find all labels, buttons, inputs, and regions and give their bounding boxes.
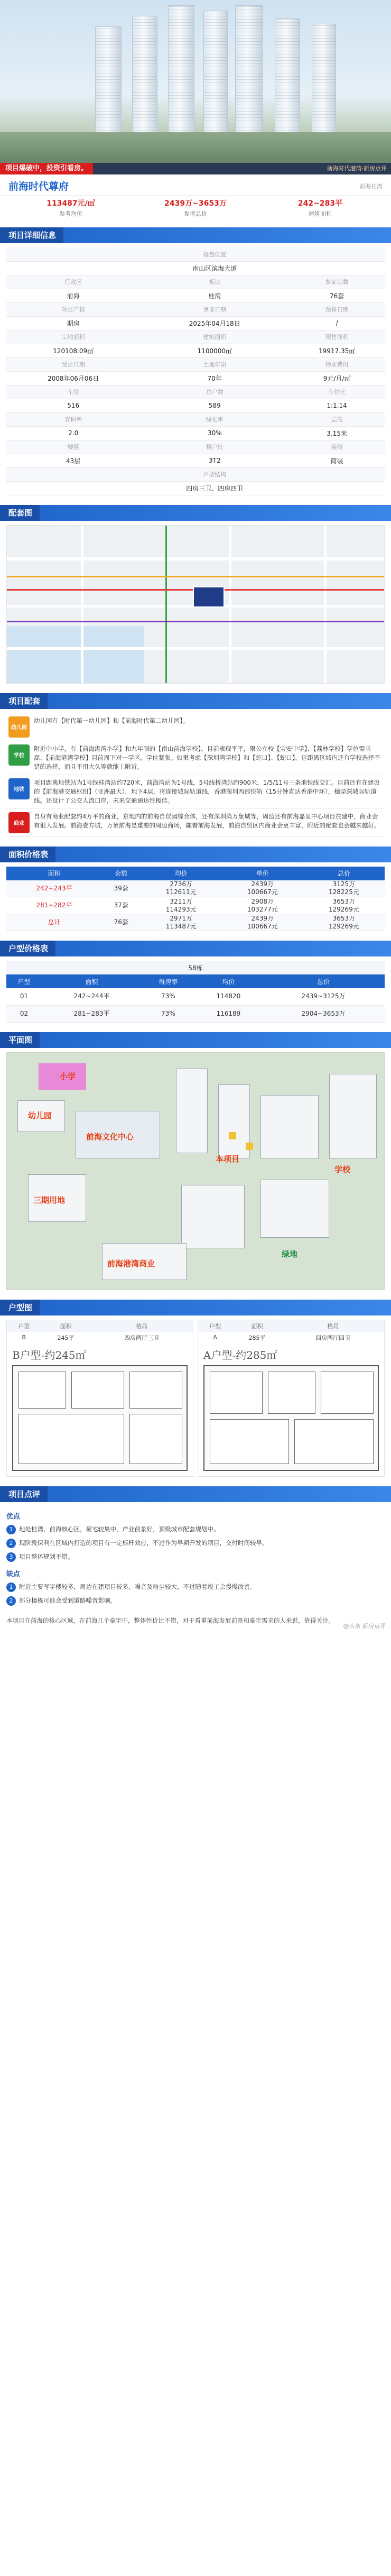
price-header-row — [6, 867, 385, 880]
detail-label: 楼户比 — [140, 440, 289, 454]
comment-item — [6, 1594, 385, 1608]
unit-caption: 58栋 — [6, 961, 385, 974]
building-block — [260, 1180, 329, 1238]
plan-section — [0, 1048, 391, 1294]
detail-value: / — [289, 316, 385, 330]
comment-number: 2 — [6, 1596, 16, 1606]
price-cell: 281+282平 — [6, 897, 102, 914]
room — [268, 1372, 315, 1414]
unit-header-row — [6, 974, 385, 988]
detail-label-row — [6, 385, 385, 399]
section-header-comments — [0, 1486, 391, 1502]
detail-value: 3.15米 — [289, 426, 385, 440]
cons-list — [6, 1580, 385, 1608]
detail-label: 预售日期 — [289, 302, 385, 316]
section-header-unit-price — [0, 941, 391, 956]
map-section — [0, 521, 391, 688]
detail-value-row — [6, 344, 385, 357]
amenity-icon: 地铁 — [8, 778, 30, 799]
kpi-avg-price — [8, 198, 133, 218]
detail-value — [289, 261, 385, 275]
kpi-value: 242~283平 — [297, 199, 343, 208]
project-building — [246, 1143, 253, 1150]
hero-tag-right: 前海时代港湾·新房点评 — [327, 165, 387, 172]
detail-value: 桂湾 — [140, 289, 289, 302]
hero-image — [0, 0, 391, 174]
unit-cell: 114820 — [195, 988, 263, 1005]
price-row — [6, 880, 385, 897]
unit-cell: 2439~3125万 — [262, 988, 385, 1005]
fp-value: A — [213, 1334, 218, 1341]
detail-value: 南山区滨海大道 — [140, 261, 289, 275]
fp-value: 245平 — [57, 1334, 75, 1341]
kpi-label: 参考均价 — [59, 210, 82, 217]
kpi-area — [258, 198, 383, 218]
project-building — [229, 1132, 236, 1139]
section-title: 户型图 — [0, 1300, 40, 1315]
amenity-text: 自身有商业配套约4万平的商业，京地内的前海自贸园综合体，还有深圳湾万象城等，周边还有前海嘉里中心项目在建中，商业会有很大发展。前海壹方城，万象前海是重要的周边商场，随着前海发展，前海自贸区内商业会更丰富，附近的配套也会越来越好。 — [34, 812, 380, 829]
detail-label — [6, 467, 140, 481]
unit-cell: 01 — [6, 988, 42, 1005]
plan-label: 前海文化中心 — [86, 1131, 134, 1142]
unit-cell: 73% — [142, 1005, 194, 1022]
kpi-value: 113487元/㎡ — [46, 199, 95, 208]
price-cell: 2908万 103277元 — [222, 897, 303, 914]
detail-value-row — [6, 481, 385, 495]
section-title: 平面图 — [0, 1032, 40, 1048]
detail-label: 装修 — [289, 440, 385, 454]
detail-value-row — [6, 371, 385, 385]
kpi-total-price — [133, 198, 258, 218]
price-cell: 3211万 114293元 — [141, 897, 222, 914]
comment-text: 附近主要写字楼较多，周边在建项目较多，噪音及粉尘较大，不过随着竣工会慢慢改善。 — [19, 1583, 256, 1590]
fp-value: 四房两厅三卫 — [124, 1334, 160, 1341]
fp-header: 格局 — [282, 1320, 384, 1332]
section-title: 项目点评 — [0, 1486, 48, 1502]
amenity-item — [6, 809, 385, 837]
road — [7, 557, 385, 560]
amenity-item — [6, 775, 385, 809]
section-title: 户型价格表 — [0, 941, 55, 956]
detail-value: 四房三卫、四房四卫 — [140, 481, 289, 495]
price-cell: 总计 — [6, 914, 102, 931]
detail-value: 2.0 — [6, 426, 140, 440]
room — [210, 1372, 263, 1414]
detail-label: 土地年限 — [140, 357, 289, 371]
fp-header: 面积 — [41, 1320, 91, 1332]
comment-number: 1 — [6, 1525, 16, 1534]
price-header: 套数 — [102, 867, 141, 880]
detail-label: 层高 — [289, 412, 385, 426]
detail-label: 拿证日期 — [140, 302, 289, 316]
site-plan — [6, 1052, 385, 1290]
detail-label: 户型结构 — [140, 467, 289, 481]
detail-label-row — [6, 467, 385, 481]
detail-label: 楼盘位置 — [140, 247, 289, 261]
plan-label: 绿地 — [282, 1249, 298, 1259]
room — [294, 1419, 374, 1464]
price-header: 总价 — [303, 867, 385, 880]
detail-value: 120108.09㎡ — [6, 344, 140, 357]
fp-value: 四房两厅四卫 — [315, 1334, 351, 1341]
detail-label: 建筑面积 — [140, 330, 289, 344]
detail-label: 预售面积 — [289, 330, 385, 344]
summary — [0, 174, 391, 196]
plan-label: 本项目 — [216, 1154, 240, 1164]
watermark: @头条 新房点评 — [343, 1622, 386, 1630]
section-header-price — [0, 847, 391, 862]
detail-label: 行政区 — [6, 275, 140, 289]
unit-cell: 242~244平 — [42, 988, 142, 1005]
kpi-label: 参考总价 — [184, 210, 207, 217]
plan-label: 前海港湾商业 — [107, 1258, 155, 1268]
room — [210, 1419, 289, 1464]
detail-value-row — [6, 454, 385, 467]
detail-label: 受让日期 — [6, 357, 140, 371]
detail-label: 绿化率 — [140, 412, 289, 426]
comment-text: 现阶段保利在区域内打造的项目有一定标杆效应，不过作为早期开发的项目，交付时间较早。 — [19, 1539, 268, 1547]
detail-value-row — [6, 261, 385, 275]
fp-header: 户型 — [198, 1320, 232, 1332]
fp-title: B户型-约245㎡ — [12, 1348, 86, 1361]
project-name: 前海时代尊府 — [8, 181, 69, 192]
fp-header: 户型 — [7, 1320, 41, 1332]
detail-value: 1:1.14 — [289, 399, 385, 412]
building-block — [260, 1095, 319, 1158]
tower-3 — [168, 5, 194, 137]
amenity-text: 附近中小学，有【前海港湾小学】和九年制的【南山前海学校】，目前表现平平，限公立校【宝安中学】、【荔林学校】学位需求高、【前海港湾学校】目前周下对一学区，学位紧张。如果考虑【深圳湾学校】和【蛇口】、【蛇口】，远距离区域内还有学校选择不错的选择，而且不用大久等就能上附近。 — [34, 744, 380, 770]
floorplan-drawing — [203, 1365, 379, 1471]
detail-label-row — [6, 247, 385, 261]
building-block — [181, 1185, 245, 1248]
comment-text: 地处桂湾，前海核心区，豪宅较集中，产业前景好，顶级城市配套规划中。 — [19, 1525, 220, 1533]
detail-value: 3T2 — [140, 454, 289, 467]
price-cell: 242+243平 — [6, 880, 102, 897]
plan-label: 学校 — [334, 1164, 351, 1174]
project-marker — [193, 586, 225, 608]
unit-header: 户型 — [6, 974, 42, 988]
plan-label: 小学 — [60, 1071, 76, 1081]
section-header-map — [0, 505, 391, 521]
comment-item — [6, 1580, 385, 1594]
amenity-icon: 商业 — [8, 812, 30, 833]
road — [7, 647, 385, 650]
amenity-icon: 学校 — [8, 744, 30, 766]
price-table — [6, 867, 385, 932]
amenity-text: 幼儿园有【时代第一幼儿园】和【前海时代第二幼儿园】。 — [34, 716, 189, 724]
detail-label-row — [6, 330, 385, 344]
unit-row — [6, 1005, 385, 1022]
metro-line — [7, 576, 385, 577]
detail-value: 期房 — [6, 316, 140, 330]
amenity-item — [6, 741, 385, 775]
detail-label: 参证宗数 — [289, 275, 385, 289]
comment-text: 项目整体规划不错。 — [19, 1552, 74, 1560]
price-cell: 39套 — [102, 880, 141, 897]
detail-label-row — [6, 440, 385, 454]
room — [18, 1372, 66, 1409]
kpi-label: 建筑面积 — [309, 210, 332, 217]
tower-6 — [275, 19, 300, 137]
price-cell: 3653万 129269元 — [303, 897, 385, 914]
detail-value: 516 — [6, 399, 140, 412]
tower-1 — [95, 26, 122, 137]
sea-area — [7, 626, 144, 684]
detail-value-row — [6, 426, 385, 440]
detail-table — [6, 247, 385, 495]
detail-value: 9元/月/㎡ — [289, 371, 385, 385]
price-cell: 2439万 100667元 — [222, 914, 303, 931]
detail-label-row — [6, 275, 385, 289]
price-cell: 3125万 128225元 — [303, 880, 385, 897]
section-title: 项目详细信息 — [0, 227, 63, 243]
price-cell: 3653万 129269元 — [303, 914, 385, 931]
floorplan-card-a — [198, 1320, 385, 1477]
floorplan-drawing — [12, 1365, 188, 1471]
detail-label: 车位 — [6, 385, 140, 399]
price-header: 面积 — [6, 867, 102, 880]
plan-label: 幼儿园 — [28, 1110, 52, 1120]
comment-item — [6, 1523, 385, 1537]
amenity-text: 项目距离地铁站为1号线桂湾站约720米，前海湾站为1号线，5号线桥湾站约900米，1/5/11号三条地铁线交汇。目前还有在建设的【前海港交通枢纽】（亚洲最大），地下4层，将连接城际轨道线，香港深圳西部快轨（15分钟直达香港中环），穗莞深城际轨道线。还设计了公交人流口岸，未来交通通达性极佳。 — [34, 778, 380, 804]
detail-value: 70年 — [140, 371, 289, 385]
building-block — [218, 1084, 250, 1158]
price-cell: 2971万 113487元 — [141, 914, 222, 931]
unit-header: 均价 — [195, 974, 263, 988]
tower-5 — [235, 5, 263, 137]
building-block — [176, 1069, 208, 1153]
price-cell: 2439万 100667元 — [222, 880, 303, 897]
detail-value: 前海 — [6, 289, 140, 302]
detail-label: 项目产权 — [6, 302, 140, 316]
unit-header: 总价 — [262, 974, 385, 988]
road — [229, 526, 231, 684]
detail-value: 76套 — [289, 289, 385, 302]
hero-tag: 项目爆破中，投资引看房。 — [0, 163, 93, 174]
room — [71, 1372, 124, 1409]
tower-7 — [312, 24, 336, 137]
section-header-detail — [0, 227, 391, 243]
fp-value: 285平 — [248, 1334, 266, 1341]
price-header: 均价 — [141, 867, 222, 880]
comment-item — [6, 1537, 385, 1550]
tower-4 — [203, 11, 228, 137]
detail-value: 43层 — [6, 454, 140, 467]
amenities-list — [0, 709, 391, 841]
floorplans-section — [0, 1315, 391, 1481]
section-title: 面积价格表 — [0, 847, 55, 862]
price-cell: 37套 — [102, 897, 141, 914]
plan-label: 三期用地 — [33, 1195, 66, 1205]
detail-value-row — [6, 399, 385, 412]
price-header: 单价 — [222, 867, 303, 880]
kpi-value: 2439万~3653万 — [164, 199, 227, 208]
detail-label: 板块 — [140, 275, 289, 289]
detail-label — [289, 247, 385, 261]
detail-label-row — [6, 412, 385, 426]
amenity-item — [6, 713, 385, 741]
detail-label-row — [6, 302, 385, 316]
fp-title: A户型-约285㎡ — [203, 1348, 277, 1361]
detail-section — [0, 243, 391, 500]
comment-number: 3 — [6, 1552, 16, 1562]
footer — [0, 1612, 391, 1633]
project-source: 前海桂湾 — [359, 183, 383, 190]
section-header-amenities — [0, 693, 391, 709]
detail-label: 楼层 — [6, 440, 140, 454]
unit-header: 面积 — [42, 974, 142, 988]
detail-label: 宗地面积 — [6, 330, 140, 344]
unit-cell: 2904~3653万 — [262, 1005, 385, 1022]
metro-line — [7, 621, 385, 622]
metro-line — [165, 526, 167, 684]
floorplan-card-b — [6, 1320, 193, 1477]
detail-value — [6, 261, 140, 275]
detail-value: 2025年04月18日 — [140, 316, 289, 330]
comment-number: 1 — [6, 1583, 16, 1592]
footer-text: 本项目在前海的核心区域，在前海几个豪宅中，整体性价比不错，对于看重前海发展前景和豪宅需求的人来说，值得关注。 — [6, 1616, 334, 1624]
detail-value: 2008年06月06日 — [6, 371, 140, 385]
detail-label-row — [6, 357, 385, 371]
room — [129, 1372, 182, 1409]
pros-list — [6, 1523, 385, 1564]
detail-label: 车位比 — [289, 385, 385, 399]
detail-value-row — [6, 289, 385, 302]
pros-title: 优点 — [6, 1512, 21, 1521]
price-row — [6, 897, 385, 914]
fp-header: 格局 — [90, 1320, 193, 1332]
building-block — [329, 1074, 377, 1158]
room — [18, 1414, 124, 1464]
section-header-plan — [0, 1032, 391, 1048]
cons-title: 缺点 — [6, 1570, 21, 1578]
section-header-floorplans — [0, 1300, 391, 1315]
comment-item — [6, 1550, 385, 1564]
unit-caption-row — [6, 961, 385, 974]
detail-label — [289, 467, 385, 481]
tower-2 — [132, 16, 157, 137]
room — [321, 1372, 374, 1414]
section-title: 配套图 — [0, 505, 40, 521]
price-section — [0, 862, 391, 936]
unit-row — [6, 988, 385, 1005]
price-cell: 2736万 112611元 — [141, 880, 222, 897]
comment-text: 部分楼栋可能会受到道路噪音影响。 — [19, 1596, 116, 1604]
detail-value — [289, 481, 385, 495]
detail-value: 30% — [140, 426, 289, 440]
detail-label: 容积率 — [6, 412, 140, 426]
comments-section — [0, 1502, 391, 1612]
fp-header: 面积 — [232, 1320, 282, 1332]
unit-cell: 02 — [6, 1005, 42, 1022]
unit-header: 得房率 — [142, 974, 194, 988]
detail-label: 物业费用 — [289, 357, 385, 371]
unit-price-section — [0, 956, 391, 1027]
unit-cell: 281~283平 — [42, 1005, 142, 1022]
detail-label — [6, 247, 140, 261]
detail-value: 1100000㎡ — [140, 344, 289, 357]
detail-value: 589 — [140, 399, 289, 412]
kpi-row — [0, 196, 391, 222]
detail-value: 简装 — [289, 454, 385, 467]
detail-value-row — [6, 316, 385, 330]
fp-value: B — [22, 1334, 26, 1341]
unit-cell: 73% — [142, 988, 194, 1005]
detail-label: 总户数 — [140, 385, 289, 399]
road — [81, 526, 83, 684]
detail-value: 19917.35㎡ — [289, 344, 385, 357]
road — [324, 526, 327, 684]
unit-price-table — [6, 961, 385, 1023]
room — [129, 1414, 182, 1464]
location-map — [6, 525, 385, 684]
amenity-icon: 幼儿园 — [8, 716, 30, 738]
price-cell: 76套 — [102, 914, 141, 931]
section-title: 项目配套 — [0, 693, 48, 709]
price-row — [6, 914, 385, 931]
comment-number: 2 — [6, 1539, 16, 1548]
detail-value — [6, 481, 140, 495]
unit-cell: 116189 — [195, 1005, 263, 1022]
